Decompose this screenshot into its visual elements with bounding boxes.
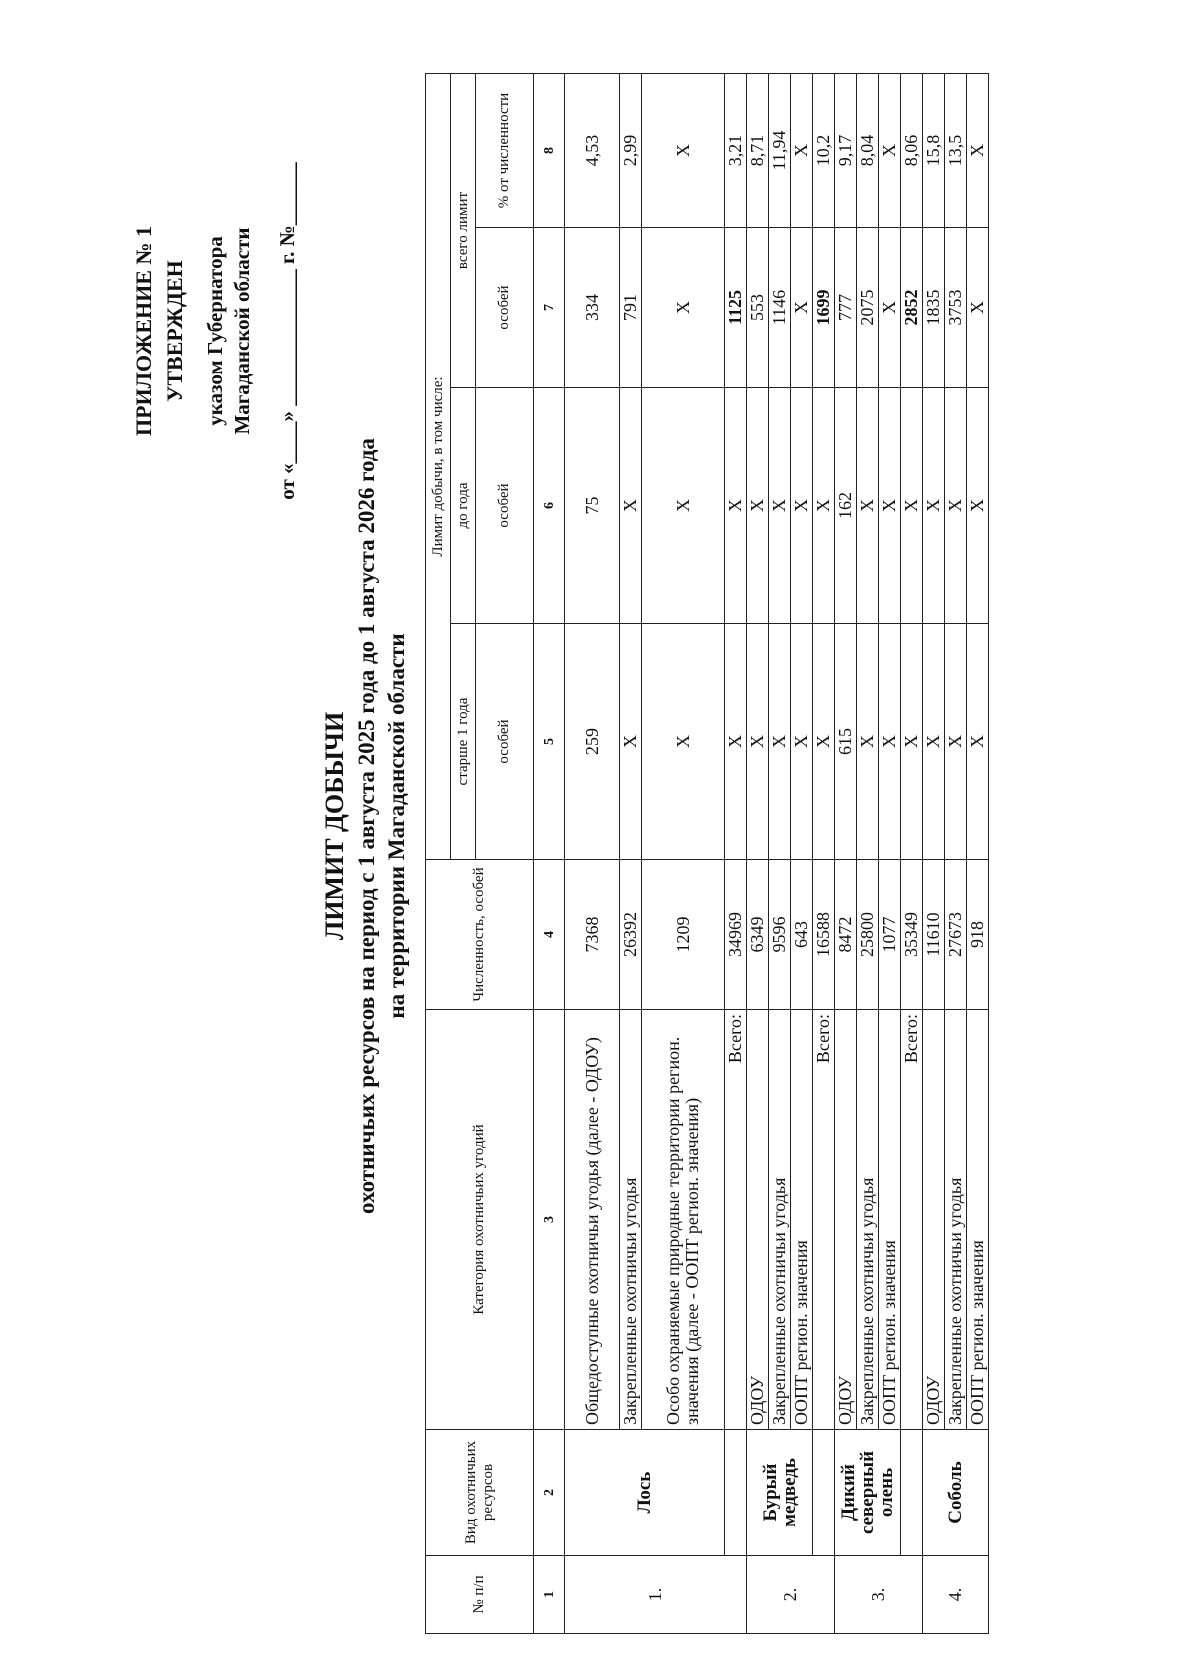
title-territory: на территории Магаданской области (384, 633, 409, 1019)
approved-label: УТВЕРЖДЕН (162, 260, 187, 402)
pct-cell: Х (967, 74, 989, 228)
empty-species-cell (813, 1430, 835, 1556)
population-total: 16588 (813, 860, 835, 1010)
row-number: 3. (835, 1556, 923, 1634)
category-cell: Закрепленные охотничьи угодья (857, 1010, 879, 1430)
col-number-4: 4 (534, 860, 565, 1010)
document-title (318, 296, 412, 1356)
younger-cell: Х (791, 388, 813, 624)
category-cell: Общедоступные охотничьи угодья (далее - ОДОУ) (565, 1010, 620, 1430)
older-cell: Х (967, 624, 989, 860)
total-row (901, 74, 923, 1634)
table-row (620, 74, 642, 1634)
total-cell: Х (791, 228, 813, 388)
total-cell: 3753 (945, 228, 967, 388)
category-cell: ОДОУ (923, 1010, 945, 1430)
population-cell: 9596 (769, 860, 791, 1010)
row-number: 4. (923, 1556, 989, 1634)
header-younger: до года (451, 388, 476, 624)
row-number: 1. (565, 1556, 747, 1634)
pct-cell: 4,53 (565, 74, 620, 228)
empty-species-cell (725, 1430, 747, 1556)
col-number-1: 1 (534, 1556, 565, 1634)
pct-total: 8,06 (901, 74, 923, 228)
older-total: Х (725, 624, 747, 860)
younger-cell: Х (945, 388, 967, 624)
col-number-6: 6 (534, 388, 565, 624)
col-number-5: 5 (534, 624, 565, 860)
total-row (813, 74, 835, 1634)
pct-cell: Х (791, 74, 813, 228)
younger-cell: Х (879, 388, 901, 624)
category-cell: Закрепленные охотничьи угодья (620, 1010, 642, 1430)
population-cell: 643 (791, 860, 813, 1010)
category-cell: ООПТ регион. значения (879, 1010, 901, 1430)
older-cell: Х (747, 624, 769, 860)
younger-total: Х (725, 388, 747, 624)
population-cell: 11610 (923, 860, 945, 1010)
pct-cell: 9,17 (835, 74, 857, 228)
header-total-unit: особей (476, 228, 534, 388)
population-cell: 7368 (565, 860, 620, 1010)
species-name: Соболь (923, 1430, 989, 1556)
pct-cell: 8,71 (747, 74, 769, 228)
col-number-2: 2 (534, 1430, 565, 1556)
header-population: Численность, особей (426, 860, 534, 1010)
total-cell: 1835 (923, 228, 945, 388)
pct-cell: 8,04 (857, 74, 879, 228)
col-number-7: 7 (534, 228, 565, 388)
species-name: Лось (565, 1430, 725, 1556)
younger-cell: Х (769, 388, 791, 624)
species-name: Дикий северный олень (835, 1430, 901, 1556)
younger-cell: 162 (835, 388, 857, 624)
table-row (791, 74, 813, 1634)
table-row (945, 74, 967, 1634)
total-cell: 791 (620, 228, 642, 388)
older-total: Х (901, 624, 923, 860)
row-number: 2. (747, 1556, 835, 1634)
table-row (769, 74, 791, 1634)
total-cell: Х (642, 228, 725, 388)
header-limit-group: Лимит добычи, в том числе: (426, 74, 451, 860)
category-cell: Закрепленные охотничьи угодья (945, 1010, 967, 1430)
younger-cell: Х (620, 388, 642, 624)
younger-cell: Х (747, 388, 769, 624)
category-cell: ООПТ регион. значения (967, 1010, 989, 1430)
table-row (642, 74, 725, 1634)
category-cell: Закрепленные охотничьи угодья (769, 1010, 791, 1430)
decree-date-line: от «____» _____________ г. №______ (275, 162, 299, 500)
table-row (747, 74, 769, 1634)
category-cell: ООПТ регион. значения (791, 1010, 813, 1430)
empty-species-cell (901, 1430, 923, 1556)
appendix-title: ПРИЛОЖЕНИЕ № 1 (131, 225, 156, 437)
population-total: 35349 (901, 860, 923, 1010)
total-cell: 1146 (769, 228, 791, 388)
category-cell: ОДОУ (747, 1010, 769, 1430)
total-cell: Х (967, 228, 989, 388)
older-cell: Х (857, 624, 879, 860)
older-cell: Х (791, 624, 813, 860)
table-row (923, 74, 945, 1634)
older-cell: 259 (565, 624, 620, 860)
population-cell: 26392 (620, 860, 642, 1010)
older-total: Х (813, 624, 835, 860)
population-cell: 918 (967, 860, 989, 1010)
title-period: охотничьих ресурсов на период с 1 августа 2025 года до 1 августа 2026 года (354, 438, 379, 1214)
header-species: Вид охотничьих ресурсов (426, 1430, 534, 1556)
population-cell: 1209 (642, 860, 725, 1010)
species-name: Бурый медведь (747, 1430, 813, 1556)
pct-cell: 2,99 (620, 74, 642, 228)
pct-cell: 15,8 (923, 74, 945, 228)
younger-cell: Х (923, 388, 945, 624)
younger-cell: Х (857, 388, 879, 624)
younger-cell: 75 (565, 388, 620, 624)
title-main: ЛИМИТ ДОБЫЧИ (320, 711, 349, 941)
limit-total: 1699 (813, 228, 835, 388)
older-cell: 615 (835, 624, 857, 860)
pct-total: 3,21 (725, 74, 747, 228)
older-cell: Х (642, 624, 725, 860)
col-number-8: 8 (534, 74, 565, 228)
pct-cell: Х (879, 74, 901, 228)
total-label: Всего: (813, 1010, 835, 1430)
total-label: Всего: (725, 1010, 747, 1430)
population-total: 34969 (725, 860, 747, 1010)
pct-cell: 13,5 (945, 74, 967, 228)
total-cell: 777 (835, 228, 857, 388)
older-cell: Х (620, 624, 642, 860)
older-cell: Х (769, 624, 791, 860)
younger-cell: Х (642, 388, 725, 624)
population-cell: 8472 (835, 860, 857, 1010)
limits-table (425, 73, 989, 1634)
older-cell: Х (879, 624, 901, 860)
appendix-block (128, 156, 303, 506)
population-cell: 1077 (879, 860, 901, 1010)
total-row (725, 74, 747, 1634)
category-cell: Особо охраняемые природные территории регион. значения (далее - ООПТ регион. значения) (642, 1010, 725, 1430)
header-category: Категория охотничьих угодий (426, 1010, 534, 1430)
younger-cell: Х (967, 388, 989, 624)
header-pct: % от численности (476, 74, 534, 228)
total-cell: 2075 (857, 228, 879, 388)
table-row (835, 74, 857, 1634)
decree-line-1: указом Губернатора (203, 236, 227, 426)
decree-line-2: Магаданской области (230, 227, 254, 435)
younger-total: Х (901, 388, 923, 624)
younger-total: Х (813, 388, 835, 624)
table-row (879, 74, 901, 1634)
total-label: Всего: (901, 1010, 923, 1430)
older-cell: Х (945, 624, 967, 860)
pct-cell: Х (642, 74, 725, 228)
category-cell: ОДОУ (835, 1010, 857, 1430)
header-num: № п/п (426, 1556, 534, 1634)
older-cell: Х (923, 624, 945, 860)
total-cell: 553 (747, 228, 769, 388)
population-cell: 6349 (747, 860, 769, 1010)
total-cell: Х (879, 228, 901, 388)
population-cell: 27673 (945, 860, 967, 1010)
table-row (967, 74, 989, 1634)
population-cell: 25800 (857, 860, 879, 1010)
header-total-limit: всего лимит (451, 74, 476, 388)
limit-total: 2852 (901, 228, 923, 388)
pct-total: 10,2 (813, 74, 835, 228)
header-younger-unit: особей (476, 388, 534, 624)
header-older-unit: особей (476, 624, 534, 860)
col-number-3: 3 (534, 1010, 565, 1430)
limit-total: 1125 (725, 228, 747, 388)
total-cell: 334 (565, 228, 620, 388)
table-row (565, 74, 620, 1634)
pct-cell: 11,94 (769, 74, 791, 228)
header-older: старше 1 года (451, 624, 476, 860)
table-row (857, 74, 879, 1634)
